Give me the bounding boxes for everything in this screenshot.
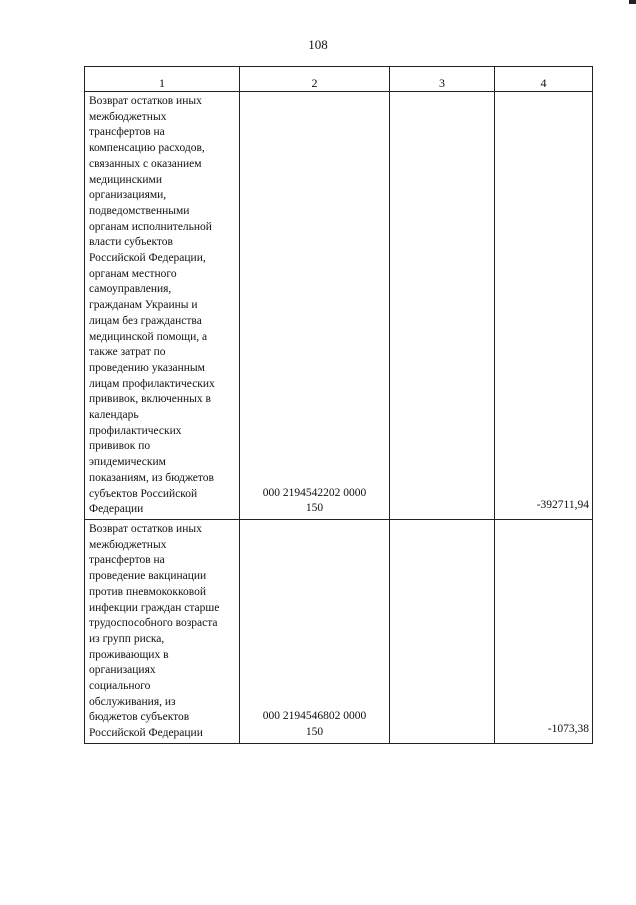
row-description: Возврат остатков иных межбюджетных трансфертов на компенсацию расходов, связанных с оказанием медицинскими организациями, подведомственными органам исполнительной власти субъектов Российской Федерации, органам местного самоуправления, гражданам Украины и лицам без гражданства медицинской помощи, а также затрат по проведению указанным лицам профилактических прививок, включенных в календарь профилактических прививок по эпидемическим показаниям, из бюджетов субъектов Российской Федерации [89, 95, 215, 516]
row-description: Возврат остатков иных межбюджетных трансфертов на проведение вакцинации против пневмококковой инфекции граждан старше трудоспособного возраста из групп риска, проживающих в организациях социального обслуживания, из бюджетов субъектов Российской Федерации [89, 522, 220, 740]
row-code-cell [240, 519, 390, 743]
column-header-1: 1 [85, 67, 240, 92]
row-col3-cell [390, 519, 495, 743]
budget-table [84, 66, 593, 744]
row-amount-cell [495, 519, 593, 743]
row-budget-code: 000 2194542202 0000 150 [262, 486, 367, 515]
row-amount: -392711,94 [536, 498, 589, 511]
column-header-4: 4 [495, 67, 593, 92]
row-description-cell [85, 92, 240, 520]
row-col3-cell [390, 92, 495, 520]
row-amount-cell [495, 92, 593, 520]
column-header-2: 2 [240, 67, 390, 92]
page-number: 108 [308, 37, 328, 52]
table-row [85, 519, 593, 743]
column-header-3: 3 [390, 67, 495, 92]
row-amount: -1073,38 [547, 722, 589, 735]
row-code-cell [240, 92, 390, 520]
table-header-row [85, 67, 593, 92]
row-description-cell [85, 519, 240, 743]
row-budget-code: 000 2194546802 0000 150 [262, 710, 367, 739]
table-row [85, 92, 593, 520]
scan-corner-mark [629, 0, 636, 4]
